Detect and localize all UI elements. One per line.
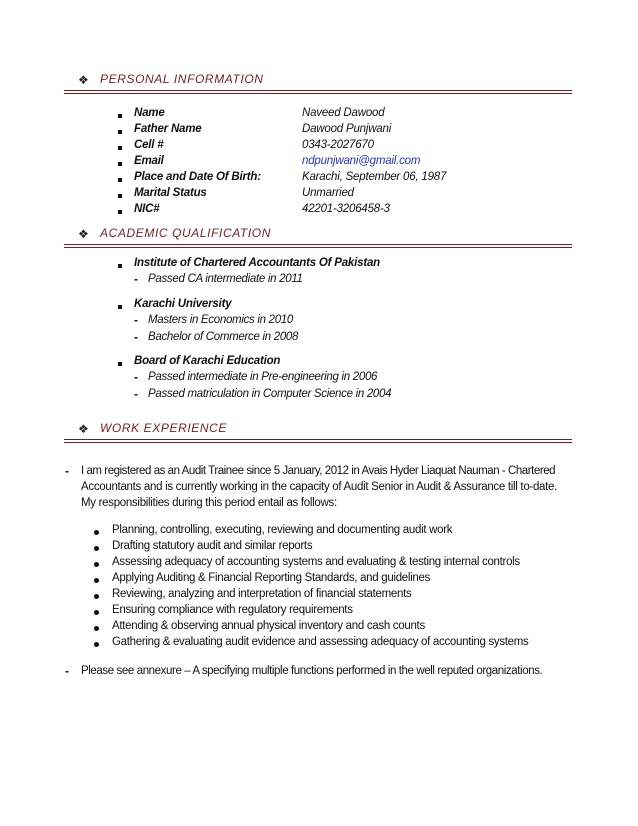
square-bullet-icon <box>118 130 122 134</box>
institution-name: Institute of Chartered Accountants Of Pakistan <box>134 257 380 269</box>
institution-name: Karachi University <box>134 298 232 310</box>
dash-bullet: - <box>65 664 69 678</box>
section-heading-personal: PERSONAL INFORMATION <box>100 72 264 86</box>
dash-bullet: - <box>134 387 138 401</box>
closing-note: Please see annexure – A specifying multiple functions performed in the well reputed organizations. <box>81 665 543 677</box>
responsibility-item: Assessing adequacy of accounting systems and evaluating & testing internal controls <box>112 556 520 568</box>
square-bullet-icon <box>118 146 122 150</box>
field-value-cell: 0343-2027670 <box>302 139 374 151</box>
intro-line: I am registered as an Audit Trainee since 5 January, 2012 in Avais Hyder Liaquat Nauman - Chartered <box>81 465 556 477</box>
round-bullet-icon <box>94 530 99 535</box>
field-label-name: Name <box>134 107 165 119</box>
responsibility-item: Ensuring compliance with regulatory requirements <box>112 604 353 616</box>
section-divider <box>64 244 572 248</box>
square-bullet-icon <box>118 194 122 198</box>
round-bullet-icon <box>94 546 99 551</box>
responsibility-item: Gathering & evaluating audit evidence and assessing adequacy of accounting systems <box>112 636 529 648</box>
square-bullet-icon <box>118 114 122 118</box>
round-bullet-icon <box>94 578 99 583</box>
diamond-bullet-icon: ❖ <box>78 73 89 87</box>
intro-line: Accountants and is currently working in the capacity of Audit Senior in Audit & Assurance till to-date. <box>81 481 558 493</box>
institution-detail: Passed intermediate in Pre-engineering in 2006 <box>148 371 378 383</box>
diamond-bullet-icon: ❖ <box>78 422 89 436</box>
responsibility-item: Applying Auditing & Financial Reporting Standards, and guidelines <box>112 572 431 584</box>
field-label-father-name: Father Name <box>134 123 202 135</box>
field-value-marital-status: Unmarried <box>302 187 354 199</box>
diamond-bullet-icon: ❖ <box>78 227 89 241</box>
dash-bullet: - <box>65 464 69 478</box>
field-label-birth: Place and Date Of Birth: <box>134 171 261 183</box>
field-label-email: Email <box>134 155 164 167</box>
square-bullet-icon <box>118 362 122 366</box>
responsibility-item: Drafting statutory audit and similar reports <box>112 540 313 552</box>
section-divider <box>64 90 572 94</box>
round-bullet-icon <box>94 610 99 615</box>
field-value-nic: 42201-3206458-3 <box>302 203 390 215</box>
responsibility-item: Reviewing, analyzing and interpretation of financial statements <box>112 588 412 600</box>
dash-bullet: - <box>134 330 138 344</box>
field-label-nic: NIC# <box>134 203 160 215</box>
field-label-cell: Cell # <box>134 139 164 151</box>
field-label-marital-status: Marital Status <box>134 187 207 199</box>
square-bullet-icon <box>118 162 122 166</box>
section-divider <box>64 439 572 443</box>
section-heading-work: WORK EXPERIENCE <box>100 421 228 435</box>
institution-detail: Passed matriculation in Computer Science in 2004 <box>148 388 392 400</box>
round-bullet-icon <box>94 562 99 567</box>
institution-detail: Masters in Economics in 2010 <box>148 314 294 326</box>
dash-bullet: - <box>134 272 138 286</box>
square-bullet-icon <box>118 264 122 268</box>
field-value-name: Naveed Dawood <box>302 107 385 119</box>
responsibility-item: Planning, controlling, executing, reviewing and documenting audit work <box>112 524 453 536</box>
institution-name: Board of Karachi Education <box>134 355 281 367</box>
institution-detail: Passed CA intermediate in 2011 <box>148 273 303 285</box>
square-bullet-icon <box>118 178 122 182</box>
institution-detail: Bachelor of Commerce in 2008 <box>148 331 299 343</box>
field-value-birth: Karachi, September 06, 1987 <box>302 171 447 183</box>
square-bullet-icon <box>118 305 122 309</box>
field-value-father-name: Dawood Punjwani <box>302 123 392 135</box>
email-link[interactable]: ndpunjwani@gmail.com <box>302 155 421 167</box>
round-bullet-icon <box>94 642 99 647</box>
dash-bullet: - <box>134 370 138 384</box>
responsibility-item: Attending & observing annual physical inventory and cash counts <box>112 620 425 632</box>
round-bullet-icon <box>94 626 99 631</box>
round-bullet-icon <box>94 594 99 599</box>
square-bullet-icon <box>118 210 122 214</box>
intro-line: My responsibilities during this period entail as follows: <box>81 497 337 509</box>
section-heading-academic: ACADEMIC QUALIFICATION <box>100 226 271 240</box>
dash-bullet: - <box>134 313 138 327</box>
